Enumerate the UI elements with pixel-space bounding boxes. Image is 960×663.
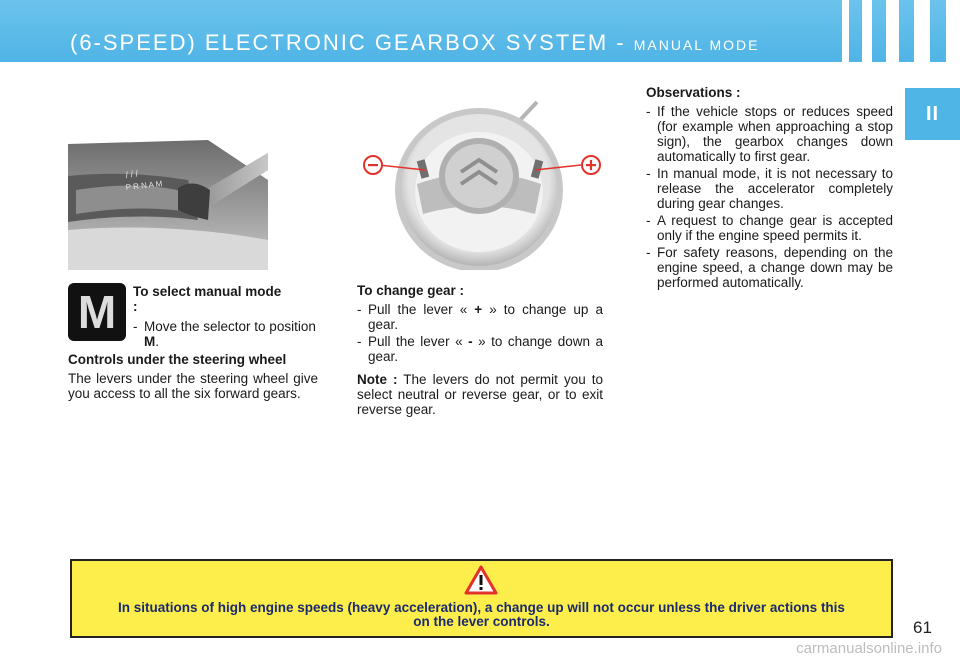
page-title-subtitle: MANUAL MODE — [633, 37, 760, 53]
warning-triangle-icon — [464, 565, 498, 595]
change-gear-note: Note : The levers do not permit you to select neutral or reverse gear, or to exit reverse gear. — [357, 372, 603, 417]
page-header — [0, 0, 960, 62]
observation-item: - For safety reasons, depending on the engine speed, a change down may be performed automatically. — [646, 245, 893, 290]
observation-item: - If the vehicle stops or reduces speed (for example when approaching a stop sign), the gearbox changes down automatically to first gear. — [646, 104, 893, 164]
selector-position-m: M — [144, 334, 156, 349]
warning-text: In situations of high engine speeds (heavy acceleration), a change up will not occur unless the driver actions this on the lever controls. — [118, 600, 845, 629]
select-manual-section — [133, 284, 318, 349]
page-title-main: (6-SPEED) ELECTRONIC GEARBOX SYSTEM - — [70, 30, 634, 55]
observations-section — [646, 85, 893, 290]
chapter-tab[interactable]: II — [905, 88, 960, 140]
observations-heading: Observations : — [646, 85, 741, 100]
watermark: carmanualsonline.info — [796, 640, 942, 657]
plus-circle-icon — [581, 155, 601, 175]
change-gear-item: - Pull the lever « - » to change down a gear. — [357, 334, 603, 364]
observation-item: - In manual mode, it is not necessary to release the accelerator completely during gear changes. — [646, 166, 893, 211]
controls-section — [68, 352, 318, 401]
manual-mode-m-icon: M — [68, 283, 126, 341]
gear-lever-photo — [68, 130, 268, 270]
select-manual-heading: To select manual mode : — [133, 284, 282, 314]
change-gear-item: - Pull the lever « + » to change up a gear. — [357, 302, 603, 332]
change-gear-section — [357, 283, 603, 417]
page-number: 61 — [913, 618, 932, 637]
svg-text:/ / /: / / / — [124, 168, 139, 180]
select-manual-step: - Move the selector to position M. — [133, 319, 316, 349]
svg-text:P R N A M: P R N A M — [125, 179, 163, 192]
minus-circle-icon — [363, 155, 383, 175]
controls-heading: Controls under the steering wheel — [68, 352, 287, 367]
observation-item: - A request to change gear is accepted only if the engine speed permits it. — [646, 213, 893, 243]
page-title — [70, 30, 759, 56]
change-gear-heading: To change gear : — [357, 283, 465, 298]
controls-body: The levers under the steering wheel give you access to all the six forward gears. — [68, 371, 318, 401]
warning-box — [70, 559, 893, 638]
steering-wheel-photo — [345, 88, 615, 270]
